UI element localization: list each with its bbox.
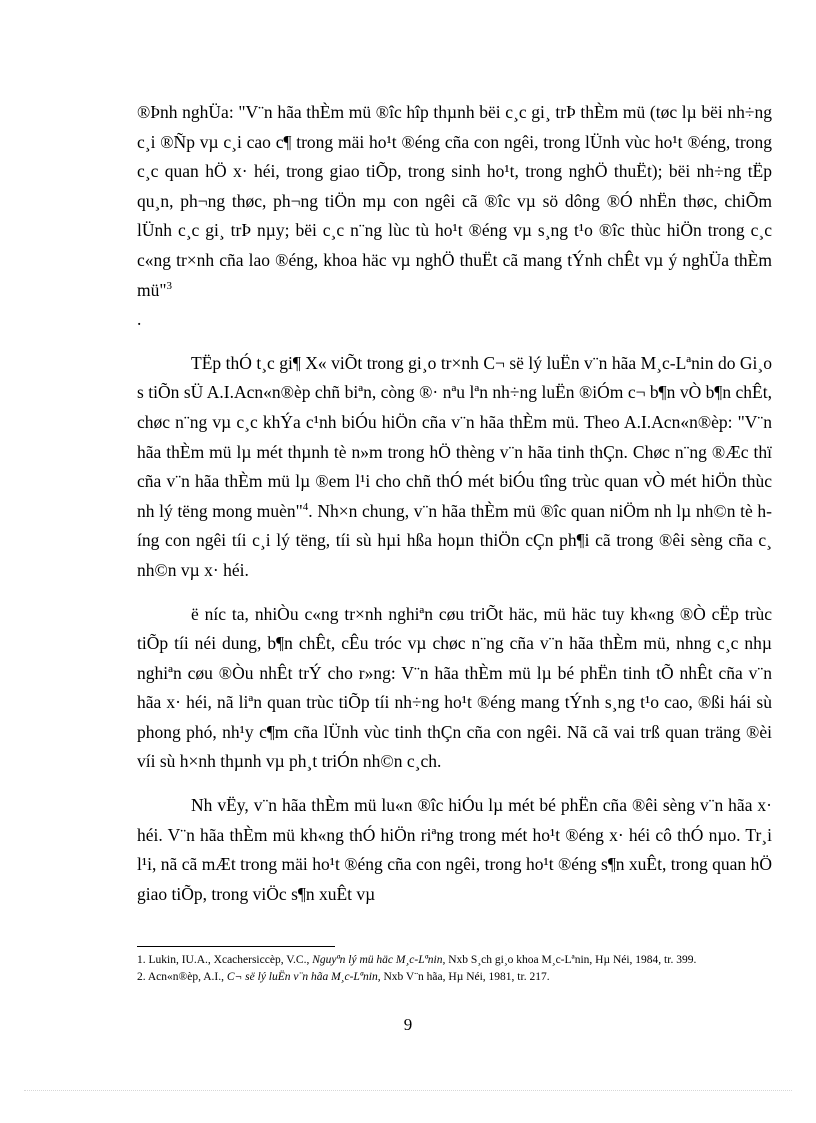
paragraph-3 bbox=[137, 600, 772, 778]
footnotes bbox=[137, 953, 772, 987]
paragraph-4 bbox=[137, 791, 772, 909]
paragraph-1 bbox=[137, 98, 772, 335]
body-text bbox=[137, 98, 772, 909]
paragraph-1-text: ®Þnh nghÜa: "V¨n hãa thÈm mü ®îc hîp thµnh bëi c¸c gi¸ trÞ thÈm mü (tøc lµ bëi nh÷ng c¸i ®Ñp vµ c¸i cao c¶ trong mäi ho¹t ®éng cña con ngêi, trong lÜnh vùc ho¹t ®éng, trong c¸c quan hÖ x· héi, trong giao tiÕp, trong sinh ho¹t, trong nghÖ thuËt); bëi nh÷ng tËp qu¸n, ph¬ng thøc, ph¬ng tiÖn mµ con ngêi cã ®îc vµ sö dông ®Ó nhËn thøc, chiÕm lÜnh c¸c gi¸ trÞ nµy; bëi c¸c n¨ng lùc tù ho¹t ®éng vµ s¸ng t¹o ®îc thùc hiÖn trong c¸c c«ng tr×nh cña lao ®éng, khoa häc vµ nghÖ thuËt cã mang tÝnh chÊt vµ ý nghÜa thÈm mü" bbox=[137, 102, 772, 300]
footnote-separator bbox=[137, 946, 335, 947]
paragraph-3-text: ë níc ta, nhiÒu c«ng tr×nh nghiªn cøu triÕt häc, mü häc tuy kh«ng ®Ò cËp trùc tiÕp tíi néi dung, b¶n chÊt, cÊu tróc vµ chøc n¨ng cña v¨n hãa thÈm mü, nhng c¸c nhµ nghiªn cøu ®Òu nhÊt trÝ cho r»ng: V¨n hãa thÈm mü lµ bé phËn tinh tÕ nhÊt cña v¨n hãa x· héi, nã liªn quan trùc tiÕp tíi nh÷ng ho¹t ®éng mang tÝnh s¸ng t¹o cao, ®ßi hái sù phong phó, nh¹y c¶m cña lÜnh vùc tinh thÇn cña con ngêi. Nã cã vai trß quan träng ®èi víi sù h×nh thµnh vµ ph¸t triÓn nh©n c¸ch. bbox=[137, 603, 772, 772]
paragraph-1-tail: . bbox=[137, 309, 142, 330]
footnote-1-title: Nguyªn lý mü häc M¸c-Lªnin, bbox=[312, 954, 446, 966]
footnote-ref-4: 4 bbox=[302, 500, 309, 513]
footnote-1-authors: 1. Lukin, IU.A., Xcachersiccèp, V.C., bbox=[137, 954, 313, 966]
footnote-2-title: C¬ së lý luËn v¨n hãa M¸c-Lªnin, bbox=[226, 971, 381, 983]
footnote-2-authors: 2. Acn«n®èp, A.I., bbox=[137, 971, 227, 983]
footnote-1 bbox=[137, 953, 772, 968]
page-bottom-border bbox=[24, 1090, 792, 1091]
page-number: 9 bbox=[403, 1015, 413, 1034]
paragraph-4-text: Nh vËy, v¨n hãa thÈm mü lu«n ®îc hiÓu lµ mét bé phËn cña ®êi sèng v¨n hãa x· héi. V¨n hãa thÈm mü kh«ng thÓ hiÖn riªng trong mét ho¹t ®éng x· héi cô thÓ nµo. Tr¸i l¹i, nã cã mÆt trong mäi ho¹t ®éng cña con ngêi, trong ho¹t ®éng s¶n xuÊt, trong quan hÖ giao tiÕp, trong viÖc s¶n xuÊt vµ bbox=[137, 795, 772, 904]
footnote-1-publisher: Nxb S¸ch gi¸o khoa M¸c-Lªnin, Hµ Néi, 1984, tr. 399. bbox=[445, 954, 697, 966]
footnote-ref-3: 3 bbox=[166, 279, 173, 292]
footnote-2-publisher: Nxb V¨n hãa, Hµ Néi, 1981, tr. 217. bbox=[380, 971, 550, 983]
paragraph-2 bbox=[137, 349, 772, 586]
footnote-2 bbox=[137, 970, 772, 985]
paragraph-2-tail: . Nh×n chung, v¨n hãa thÈm mü ®îc quan niÖm nh lµ nh©n tè híng con ngêi tíi c¸i lý tëng, tíi sù hµi hßa hoµn thiÖn cÇn ph¶i cã trong ®êi sèng cña c¸ nh©n vµ x· héi. bbox=[137, 500, 772, 580]
paragraph-2-text: TËp thÓ t¸c gi¶ X« viÕt trong gi¸o tr×nh C¬ së lý luËn v¨n hãa M¸c-Lªnin do Gi¸o s tiÕn sÜ A.I.Acn«n®èp chñ biªn, còng ®· nªu lªn nh÷ng luËn ®iÓm c¬ b¶n vÒ b¶n chÊt, chøc n¨ng vµ c¸c khÝa c¹nh biÓu hiÖn cña v¨n hãa thÈm mü. Theo A.I.Acn«n®èp: "V¨n hãa thÈm mü lµ mét thµnh tè n»m trong hÖ thèng v¨n hãa tinh thÇn. Chøc n¨ng ®Æc thï cña v¨n hãa thÈm mü lµ ®em l¹i cho chñ thÓ mét biÓu tîng trùc quan vÒ mét hiÖn thùc nh lý tëng mong muèn" bbox=[137, 352, 772, 521]
